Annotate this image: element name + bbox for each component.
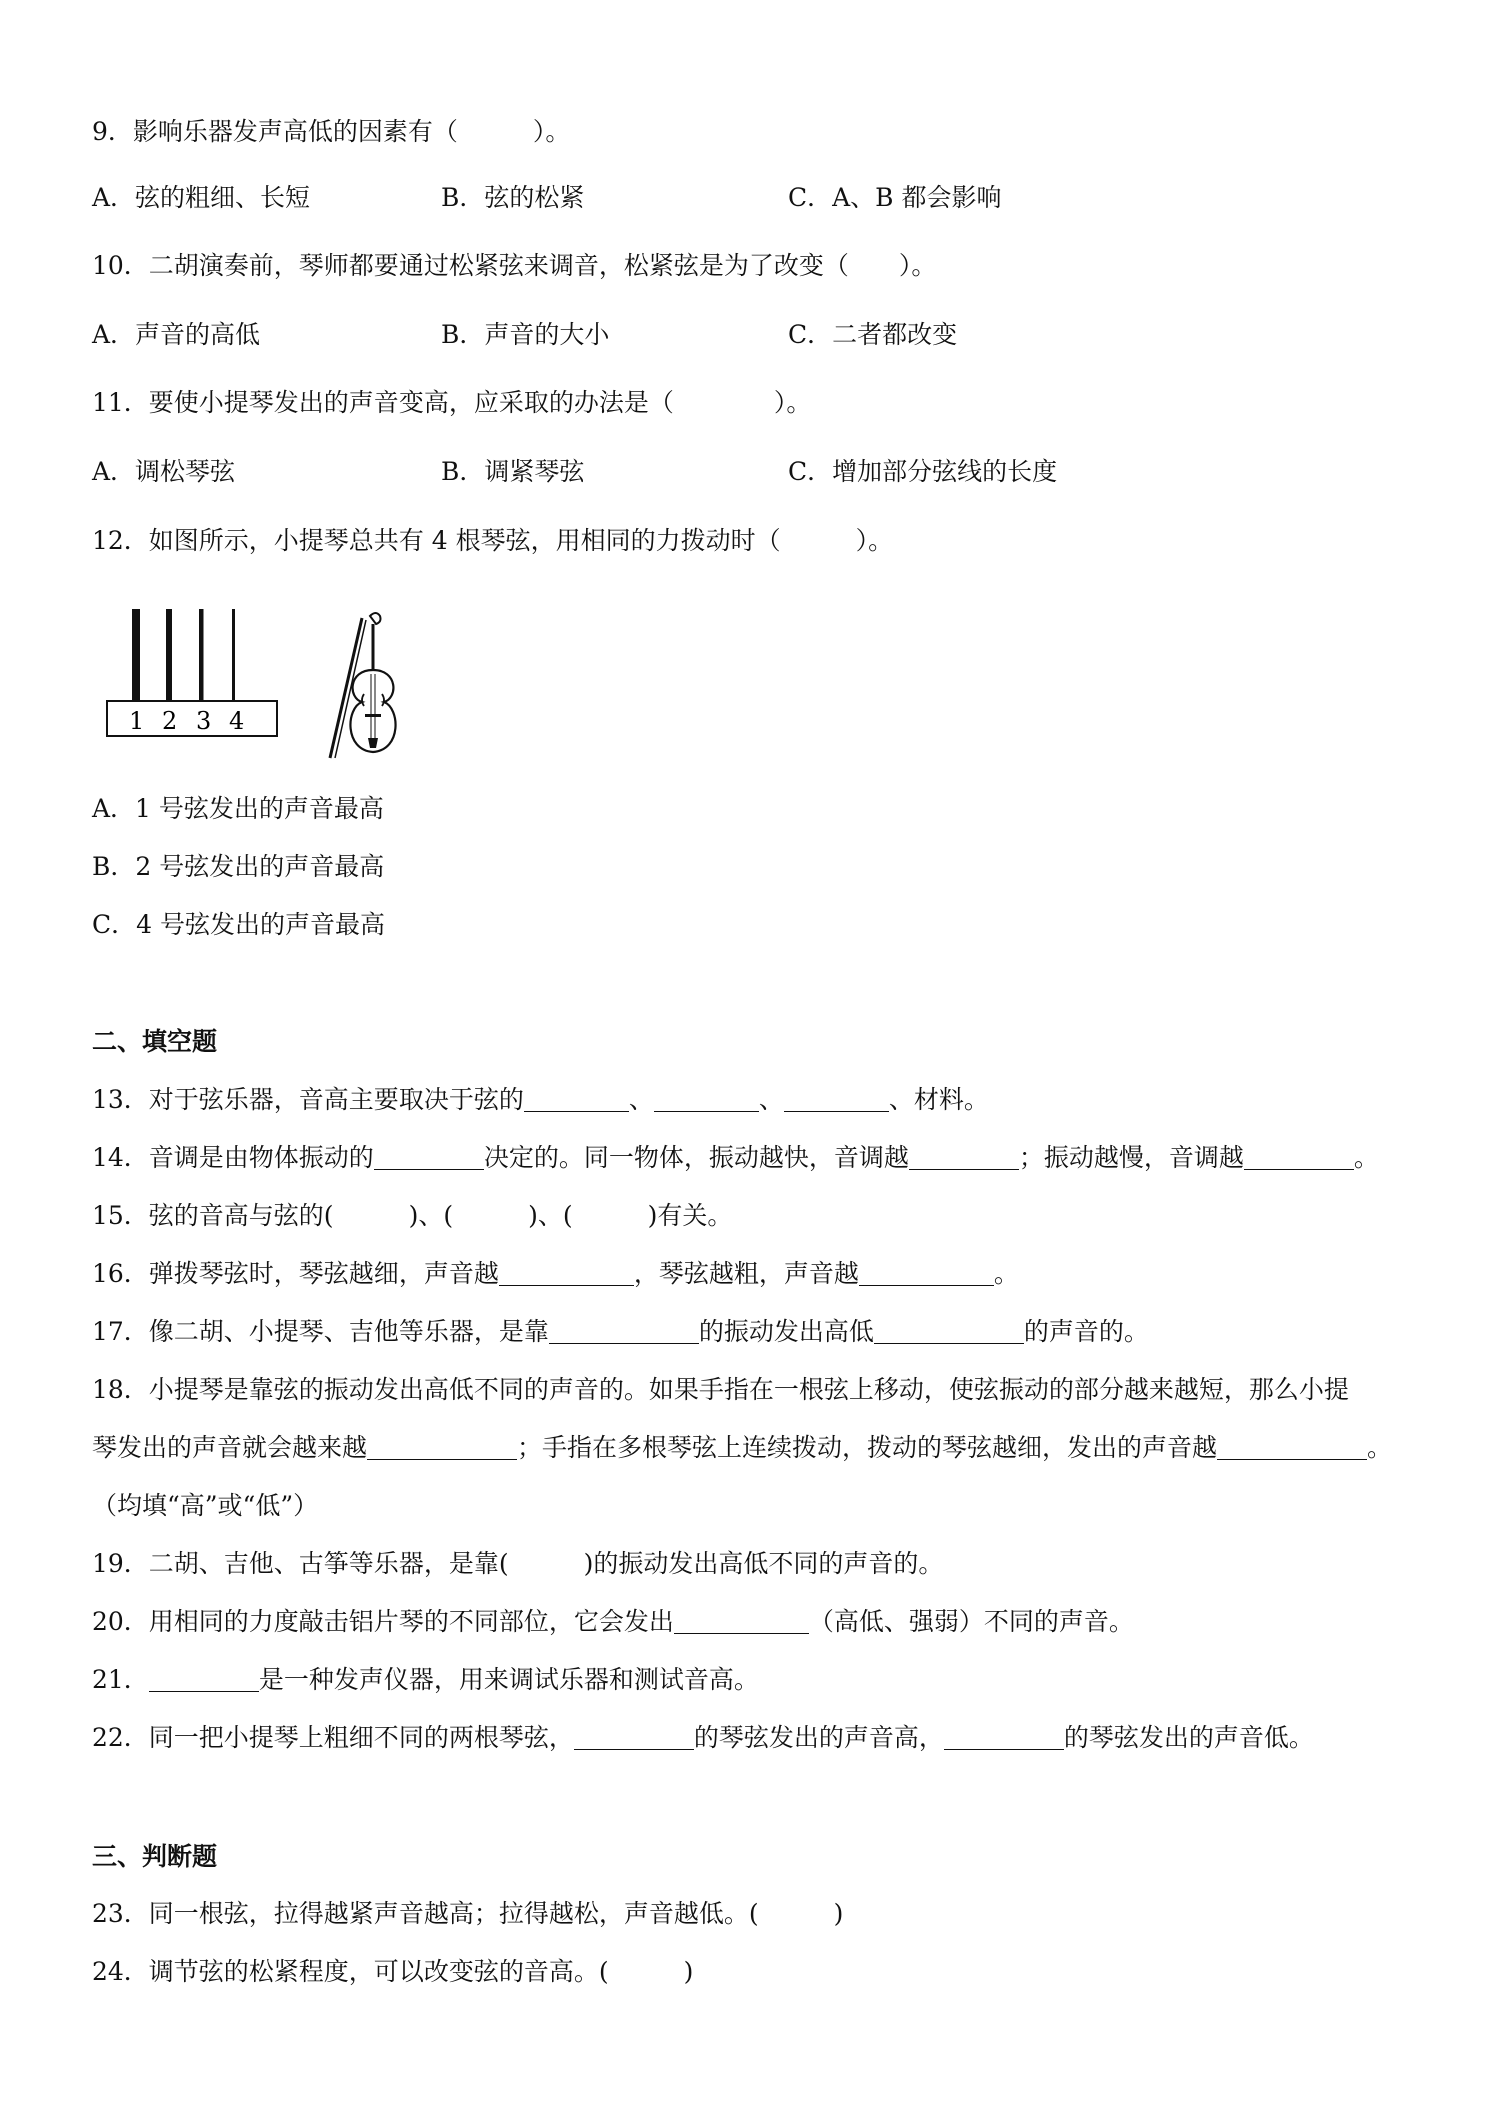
q19: 19．二胡、吉他、古筝等乐器，是靠( )的振动发出高低不同的声音的。	[92, 1549, 944, 1578]
q14-blank-1[interactable]	[374, 1143, 484, 1170]
string-label-2: 2	[162, 707, 178, 735]
string-label-1: 1	[129, 707, 145, 735]
q21-blank-1[interactable]	[149, 1665, 259, 1692]
q13: 13．对于弦乐器，音高主要取决于弦的 、 、 、材料。	[92, 1085, 989, 1114]
q15: 15．弦的音高与弦的( )、( )、( )有关。	[92, 1201, 733, 1230]
q12-option-a: A．1 号弦发出的声音最高	[92, 794, 384, 823]
q11-option-b: B．调紧琴弦	[441, 457, 585, 486]
q18-line-1: 18．小提琴是靠弦的振动发出高低不同的声音的。如果手指在一根弦上移动，使弦振动的部分越来越短，那么小提	[92, 1375, 1349, 1404]
q21: 21． 是一种发声仪器，用来调试乐器和测试音高。	[92, 1665, 759, 1694]
q11-option-a: A．调松琴弦	[92, 457, 236, 486]
q17: 17．像二胡、小提琴、吉他等乐器，是靠 的振动发出高低 的声音的。	[92, 1317, 1149, 1346]
strings-figure	[102, 605, 282, 745]
q9-option-b: B．弦的松紧	[441, 183, 585, 212]
q10-option-c: C．二者都改变	[788, 320, 958, 349]
q10-option-b: B．声音的大小	[441, 320, 610, 349]
q16-blank-2[interactable]	[859, 1259, 994, 1286]
q11-option-c: C．增加部分弦线的长度	[788, 457, 1058, 486]
q14: 14．音调是由物体振动的 决定的。同一物体，振动越快，音调越 ；振动越慢，音调越 。	[92, 1143, 1379, 1172]
q14-blank-3[interactable]	[1244, 1143, 1354, 1170]
q16-blank-1[interactable]	[499, 1259, 634, 1286]
string-4	[232, 609, 235, 714]
q24: 24．调节弦的松紧程度，可以改变弦的音高。( )	[92, 1957, 694, 1986]
q17-blank-2[interactable]	[874, 1317, 1024, 1344]
section-fill-in-title: 二、填空题	[92, 1027, 218, 1056]
violin-illustration	[318, 610, 408, 760]
q12-option-c: C．4 号弦发出的声音最高	[92, 910, 385, 939]
string-3	[199, 609, 204, 714]
q10-option-a: A．声音的高低	[92, 320, 261, 349]
q10-stem: 10．二胡演奏前，琴师都要通过松紧弦来调音，松紧弦是为了改变（ ）。	[92, 251, 937, 280]
q9-stem: 9．影响乐器发声高低的因素有（ ）。	[92, 117, 571, 146]
string-1	[132, 609, 140, 714]
q22-blank-1[interactable]	[574, 1723, 694, 1750]
q13-blank-1[interactable]	[524, 1085, 629, 1112]
q13-blank-2[interactable]	[654, 1085, 759, 1112]
section-judgment-title: 三、判断题	[92, 1842, 218, 1871]
q18-blank-1[interactable]	[367, 1433, 517, 1460]
q11-stem: 11．要使小提琴发出的声音变高，应采取的办法是（ ）。	[92, 388, 812, 417]
q16: 16．弹拨琴弦时，琴弦越细，声音越 ，琴弦越粗，声音越 。	[92, 1259, 1019, 1288]
string-label-4: 4	[229, 707, 245, 735]
q18-blank-2[interactable]	[1217, 1433, 1367, 1460]
q18-line-3: （均填“高”或“低”）	[92, 1491, 319, 1520]
q13-blank-3[interactable]	[784, 1085, 889, 1112]
q22-blank-2[interactable]	[944, 1723, 1064, 1750]
q9-option-a: A．弦的粗细、长短	[92, 183, 311, 212]
q12-stem: 12．如图所示，小提琴总共有 4 根琴弦，用相同的力拨动时（ ）。	[92, 526, 894, 555]
q18-line-2: 琴发出的声音就会越来越 ；手指在多根琴弦上连续拨动，拨动的琴弦越细，发出的声音越 。	[92, 1433, 1393, 1462]
q12-option-b: B．2 号弦发出的声音最高	[92, 852, 385, 881]
q20: 20．用相同的力度敲击铝片琴的不同部位，它会发出 （高低、强弱）不同的声音。	[92, 1607, 1134, 1636]
q14-blank-2[interactable]	[909, 1143, 1019, 1170]
q22: 22．同一把小提琴上粗细不同的两根琴弦， 的琴弦发出的声音高， 的琴弦发出的声音低。	[92, 1723, 1314, 1752]
q17-blank-1[interactable]	[549, 1317, 699, 1344]
q20-blank-1[interactable]	[674, 1607, 809, 1634]
q9-option-c: C．A、B 都会影响	[788, 183, 1002, 212]
string-label-3: 3	[196, 707, 212, 735]
q23: 23．同一根弦，拉得越紧声音越高；拉得越松，声音越低。( )	[92, 1899, 844, 1928]
string-2	[166, 609, 172, 714]
